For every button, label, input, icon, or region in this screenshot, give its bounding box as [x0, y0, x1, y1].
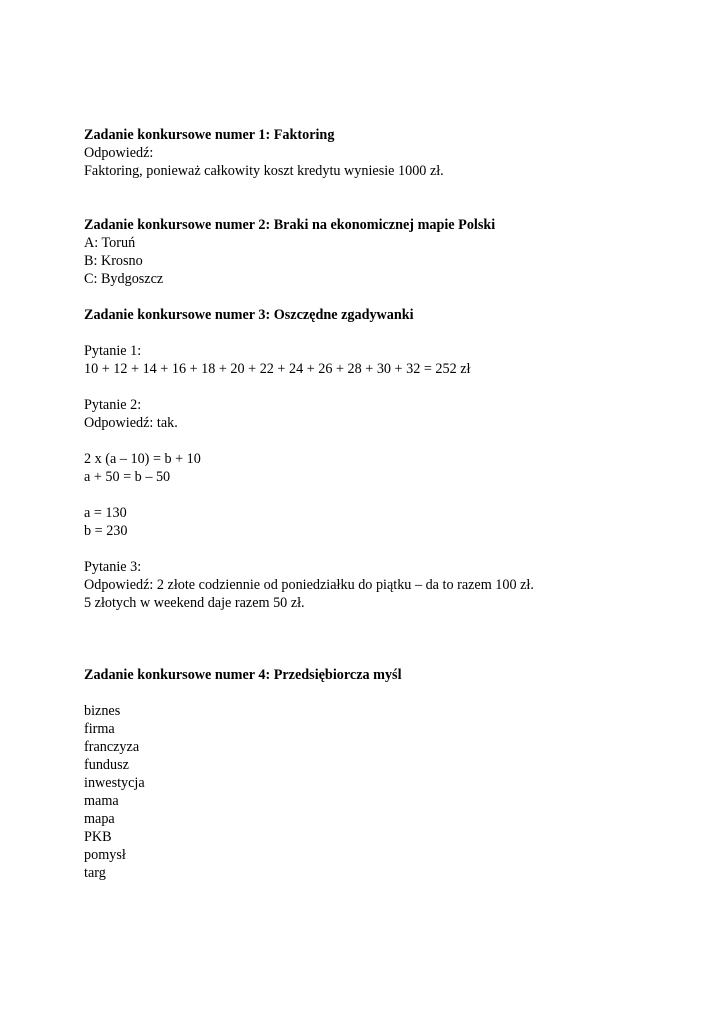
list-item: fundusz: [84, 757, 129, 773]
task4-heading: Zadanie konkursowe numer 4: Przedsiębiorcza myśl: [84, 667, 402, 683]
task3-q2-equation-2: a + 50 = b – 50: [84, 469, 171, 485]
list-item: franczyza: [84, 739, 140, 755]
list-item: pomysł: [84, 847, 126, 863]
spacer: [84, 378, 684, 396]
task3-q2-equation-1: 2 x (a – 10) = b + 10: [84, 451, 201, 467]
list-item: mama: [84, 793, 119, 809]
task3-q1-label: Pytanie 1:: [84, 343, 142, 359]
spacer: [84, 648, 684, 666]
task3-q2-result-b: b = 230: [84, 523, 128, 539]
task3-q1-sum: 10 + 12 + 14 + 16 + 18 + 20 + 22 + 24 + 26 + 28 + 30 + 32 = 252 zł: [84, 361, 471, 377]
spacer: [84, 432, 684, 450]
spacer: [84, 324, 684, 342]
task2-heading: Zadanie konkursowe numer 2: Braki na ekonomicznej mapie Polski: [84, 217, 496, 233]
list-item: inwestycja: [84, 775, 145, 791]
task2-answer-a: A: Toruń: [84, 235, 136, 251]
list-item: mapa: [84, 811, 115, 827]
task3-q3-label: Pytanie 3:: [84, 559, 142, 575]
list-item: PKB: [84, 829, 112, 845]
task3-q2-answer: Odpowiedź: tak.: [84, 415, 178, 431]
document-page: [84, 126, 684, 882]
spacer: [84, 288, 684, 306]
task1-answer-text: Faktoring, ponieważ całkowity koszt kredytu wyniesie 1000 zł.: [84, 163, 444, 179]
spacer: [84, 612, 684, 648]
task1-answer-label: Odpowiedź:: [84, 145, 154, 161]
list-item: biznes: [84, 703, 121, 719]
task3-q3-answer-line2: 5 złotych w weekend daje razem 50 zł.: [84, 595, 305, 611]
spacer: [84, 180, 684, 216]
list-item: targ: [84, 865, 106, 881]
task3-q3-answer-line1: Odpowiedź: 2 złote codziennie od poniedziałku do piątku – da to razem 100 zł.: [84, 577, 534, 593]
task3-q2-result-a: a = 130: [84, 505, 127, 521]
spacer: [84, 540, 684, 558]
task4-word-list: [84, 702, 684, 882]
spacer: [84, 684, 684, 702]
task3-q2-label: Pytanie 2:: [84, 397, 142, 413]
task2-answer-c: C: Bydgoszcz: [84, 271, 164, 287]
list-item: firma: [84, 721, 115, 737]
spacer: [84, 486, 684, 504]
task3-heading: Zadanie konkursowe numer 3: Oszczędne zgadywanki: [84, 307, 414, 323]
task1-heading: Zadanie konkursowe numer 1: Faktoring: [84, 127, 335, 143]
task2-answer-b: B: Krosno: [84, 253, 143, 269]
